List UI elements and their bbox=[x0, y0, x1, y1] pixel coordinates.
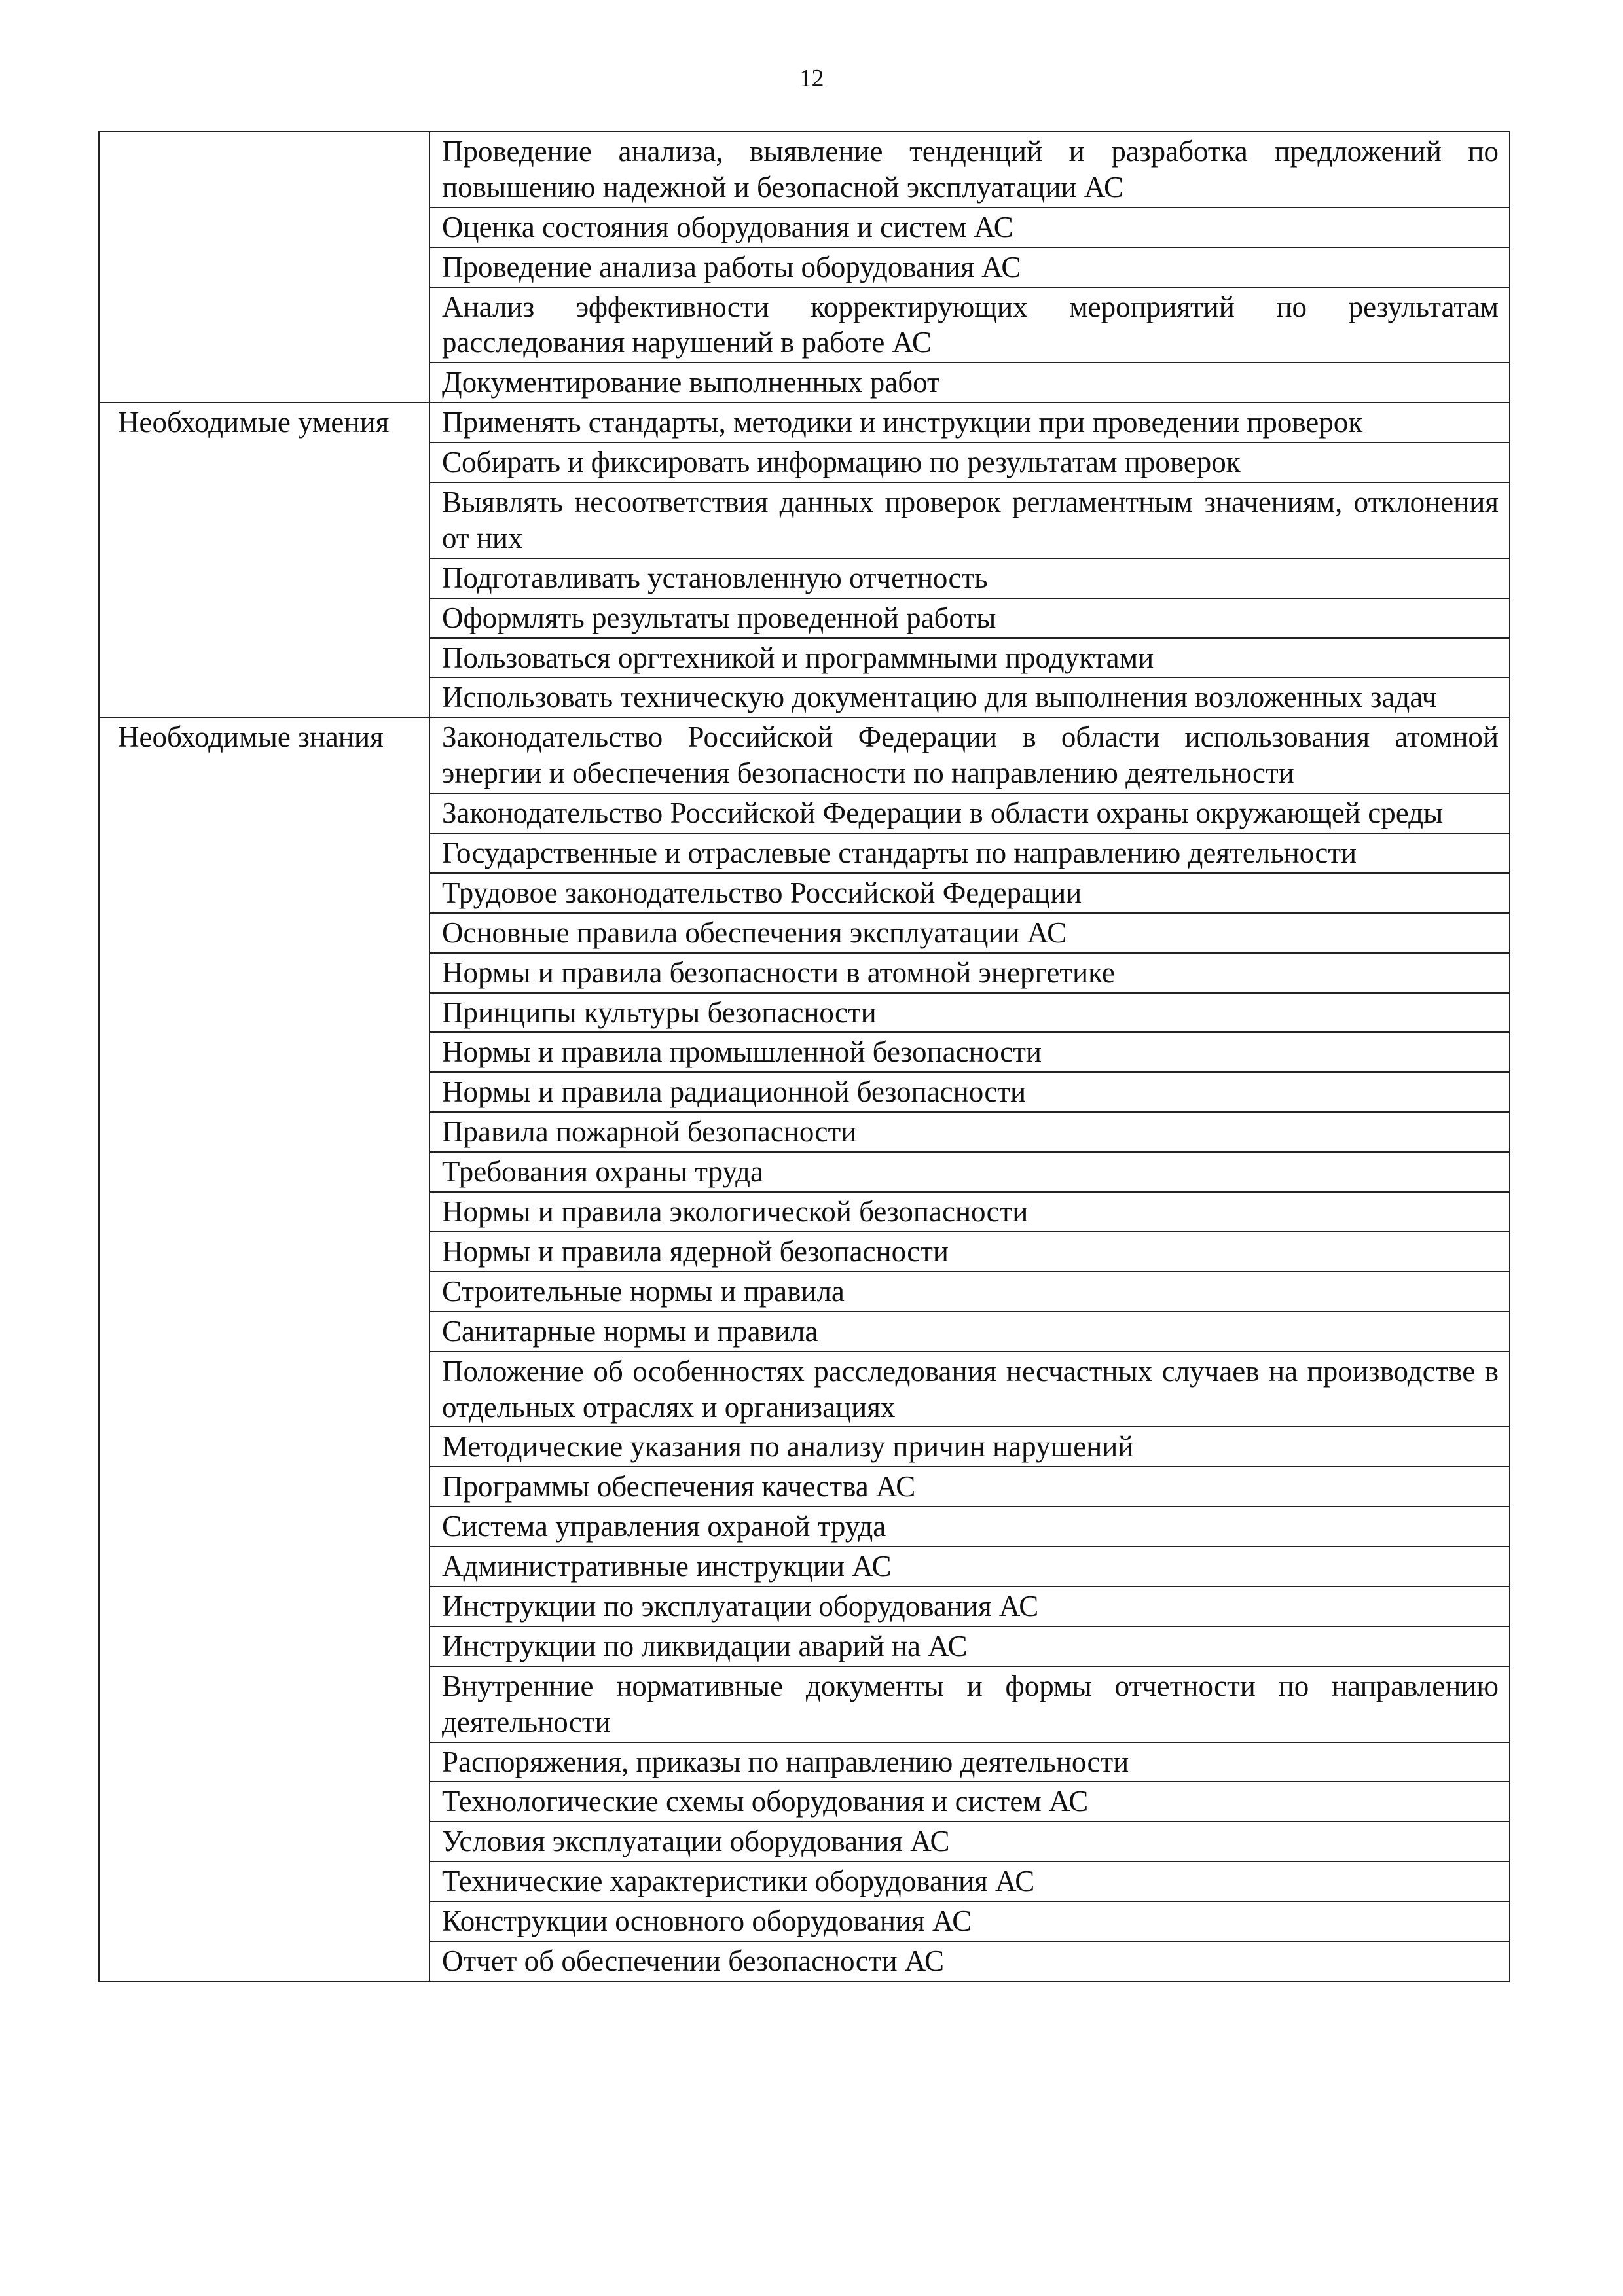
item-cell: Законодательство Российской Федерации в области использования атомной энергии и обеспечения безопасности по направлению деятельности bbox=[429, 717, 1510, 793]
item-cell: Санитарные нормы и правила bbox=[429, 1312, 1510, 1352]
item-cell: Выявлять несоответствия данных проверок регламентным значениям, отклонения от них bbox=[429, 482, 1510, 558]
item-cell: Программы обеспечения качества АС bbox=[429, 1467, 1510, 1507]
item-cell: Инструкции по эксплуатации оборудования АС bbox=[429, 1587, 1510, 1626]
item-cell: Отчет об обеспечении безопасности АС bbox=[429, 1941, 1510, 1981]
item-cell: Государственные и отраслевые стандарты по направлению деятельности bbox=[429, 833, 1510, 873]
item-cell: Трудовое законодательство Российской Федерации bbox=[429, 873, 1510, 913]
item-cell: Нормы и правила ядерной безопасности bbox=[429, 1232, 1510, 1272]
table-row bbox=[99, 132, 1510, 207]
item-cell: Строительные нормы и правила bbox=[429, 1272, 1510, 1312]
item-cell: Анализ эффективности корректирующих мероприятий по результатам расследования нарушений в работе АС bbox=[429, 287, 1510, 363]
item-cell: Нормы и правила промышленной безопасности bbox=[429, 1032, 1510, 1072]
item-cell: Пользоваться оргтехникой и программными продуктами bbox=[429, 638, 1510, 678]
category-cell: Необходимые умения bbox=[99, 403, 429, 717]
requirements-table-body bbox=[99, 132, 1510, 1981]
requirements-table bbox=[98, 131, 1510, 1982]
page-number: 12 bbox=[799, 65, 824, 92]
item-cell: Инструкции по ликвидации аварий на АС bbox=[429, 1626, 1510, 1666]
item-cell: Нормы и правила экологической безопасности bbox=[429, 1192, 1510, 1232]
item-cell: Проведение анализа работы оборудования АС bbox=[429, 247, 1510, 287]
item-cell: Правила пожарной безопасности bbox=[429, 1112, 1510, 1152]
item-cell: Документирование выполненных работ bbox=[429, 363, 1510, 403]
item-cell: Оформлять результаты проведенной работы bbox=[429, 598, 1510, 638]
item-cell: Законодательство Российской Федерации в области охраны окружающей среды bbox=[429, 793, 1510, 833]
item-cell: Технологические схемы оборудования и систем АС bbox=[429, 1782, 1510, 1821]
item-cell: Методические указания по анализу причин нарушений bbox=[429, 1427, 1510, 1467]
item-cell: Основные правила обеспечения эксплуатации АС bbox=[429, 913, 1510, 953]
item-cell: Требования охраны труда bbox=[429, 1152, 1510, 1192]
table-row bbox=[99, 717, 1510, 793]
item-cell: Нормы и правила безопасности в атомной энергетике bbox=[429, 953, 1510, 993]
item-cell: Принципы культуры безопасности bbox=[429, 993, 1510, 1033]
item-cell: Использовать техническую документацию для выполнения возложенных задач bbox=[429, 677, 1510, 717]
item-cell: Оценка состояния оборудования и систем АС bbox=[429, 207, 1510, 247]
item-cell: Система управления охраной труда bbox=[429, 1507, 1510, 1547]
category-cell: Необходимые знания bbox=[99, 717, 429, 1981]
item-cell: Технические характеристики оборудования АС bbox=[429, 1861, 1510, 1901]
category-cell bbox=[99, 132, 429, 403]
item-cell: Подготавливать установленную отчетность bbox=[429, 558, 1510, 598]
item-cell: Внутренние нормативные документы и формы отчетности по направлению деятельности bbox=[429, 1666, 1510, 1742]
item-cell: Применять стандарты, методики и инструкции при проведении проверок bbox=[429, 403, 1510, 442]
item-cell: Конструкции основного оборудования АС bbox=[429, 1901, 1510, 1941]
item-cell: Положение об особенностях расследования несчастных случаев на производстве в отдельных отраслях и организациях bbox=[429, 1352, 1510, 1427]
item-cell: Нормы и правила радиационной безопасности bbox=[429, 1072, 1510, 1112]
item-cell: Условия эксплуатации оборудования АС bbox=[429, 1821, 1510, 1861]
item-cell: Проведение анализа, выявление тенденций и разработка предложений по повышению надежной и безопасной эксплуатации АС bbox=[429, 132, 1510, 207]
item-cell: Административные инструкции АС bbox=[429, 1547, 1510, 1587]
item-cell: Распоряжения, приказы по направлению деятельности bbox=[429, 1742, 1510, 1782]
table-row bbox=[99, 403, 1510, 442]
item-cell: Собирать и фиксировать информацию по результатам проверок bbox=[429, 442, 1510, 482]
